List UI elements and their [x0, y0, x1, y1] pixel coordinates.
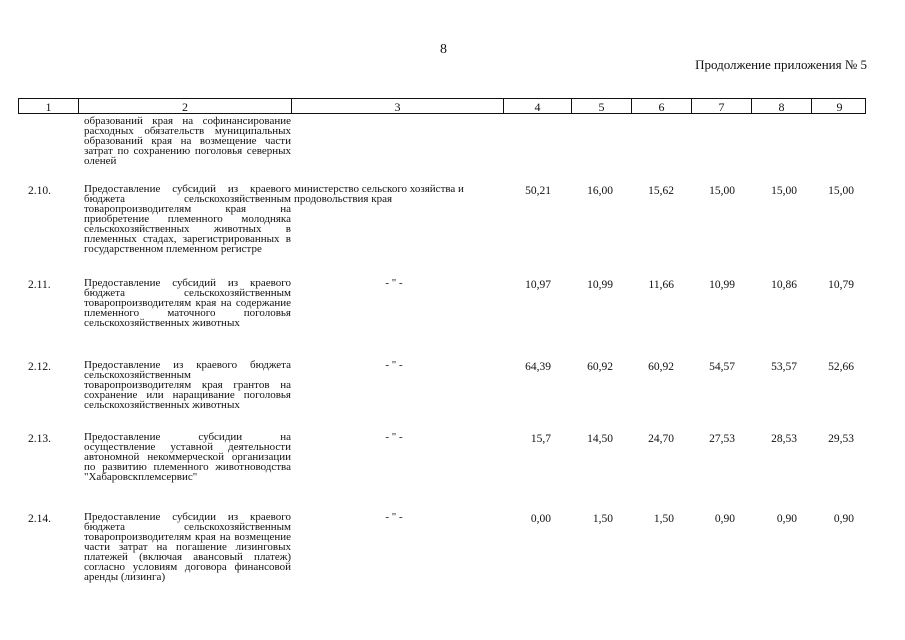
header-col-5: 5 [572, 99, 632, 113]
row-description: Предоставление субсидии на осуществление уставной деятельности автономной некоммерческой организации по развитию племенного животноводства "Хабаровскплемсервис" [84, 431, 291, 483]
continuation-title: Продолжение приложения № 5 [695, 57, 867, 72]
row-number: 2.14. [28, 513, 51, 525]
row-value-col-6: 24,70 [648, 433, 674, 445]
row-value-col-5: 10,99 [587, 279, 613, 291]
header-col-6: 6 [632, 99, 692, 113]
header-col-1: 1 [19, 99, 79, 113]
row-description: Предоставление из краевого бюджета сельскохозяйственным товаропроизводителям края грантов на сохранение или наращивание поголовья сельскохозяйственных животных [84, 359, 291, 411]
row-value-col-6: 1,50 [653, 513, 674, 525]
row-value-col-9: 10,79 [828, 279, 854, 291]
header-col-9: 9 [836, 100, 843, 114]
row-description: Предоставление субсидии из краевого бюджета сельскохозяйственным товаропроизводителям края на возмещение части затрат на погашение лизинговых платежей (включая авансовый платеж) согласно условиям договора финансовой аренды (лизинга) [84, 511, 291, 583]
row-number: 2.12. [28, 361, 51, 373]
row-value-col-8: 28,53 [771, 433, 797, 445]
row-value-col-4: 0,00 [530, 513, 551, 525]
row-executor: - " - [385, 511, 403, 523]
row-value-col-8: 15,00 [771, 185, 797, 197]
row-value-col-6: 11,66 [648, 279, 674, 291]
row-value-col-9: 52,66 [828, 361, 854, 373]
row-number: 2.11. [28, 279, 51, 291]
row-value-col-7: 15,00 [709, 185, 735, 197]
row-value-col-4: 50,21 [525, 185, 551, 197]
row-description: Предоставление субсидий из краевого бюджета сельскохозяйственным товаропроизводителям края на содержание племенного маточного поголовья сельскохозяйственных животных [84, 277, 291, 329]
row-value-col-5: 16,00 [587, 185, 613, 197]
budget-table [18, 98, 866, 583]
row-value-col-5: 14,50 [587, 433, 613, 445]
row-value-col-5: 60,92 [587, 361, 613, 373]
row-value-col-6: 60,92 [648, 361, 674, 373]
row-value-col-9: 0,90 [833, 513, 854, 525]
row-value-col-4: 10,97 [525, 279, 551, 291]
row-description: Предоставление субсидий из краевого бюджета сельскохозяйственным товаропроизводителям края на приобретение племенного молодняка сельскохозяйственных животных в племенных стадах, зарегистрированных в государственном племенном регистре [84, 183, 291, 255]
header-col-8: 8 [752, 99, 812, 113]
row-executor: министерство сельского хозяйства и продовольствия края [294, 183, 464, 205]
row-value-col-9: 15,00 [828, 185, 854, 197]
row-value-col-7: 27,53 [709, 433, 735, 445]
table-header-row [18, 98, 866, 114]
row-value-col-7: 0,90 [714, 513, 735, 525]
row-value-col-6: 15,62 [648, 185, 674, 197]
row-description: образований края на софинансирование расходных обязательств муниципальных образований края на возмещение части затрат по сохранению поголовья северных оленей [84, 115, 291, 167]
row-number: 2.13. [28, 433, 51, 445]
row-value-col-8: 0,90 [776, 513, 797, 525]
row-value-col-7: 54,57 [709, 361, 735, 373]
row-value-col-4: 64,39 [525, 361, 551, 373]
header-col-4: 4 [504, 99, 572, 113]
row-value-col-7: 10,99 [709, 279, 735, 291]
row-value-col-9: 29,53 [828, 433, 854, 445]
row-executor: - " - [385, 277, 403, 289]
row-value-col-5: 1,50 [592, 513, 613, 525]
row-value-col-4: 15,7 [530, 433, 551, 445]
row-value-col-8: 10,86 [771, 279, 797, 291]
row-executor: - " - [385, 359, 403, 371]
page-number: 8 [440, 42, 447, 57]
header-col-3: 3 [292, 99, 504, 113]
row-number: 2.10. [28, 185, 51, 197]
row-value-col-8: 53,57 [771, 361, 797, 373]
header-col-2: 2 [79, 99, 292, 113]
row-executor: - " - [385, 431, 403, 443]
header-col-7: 7 [692, 99, 752, 113]
